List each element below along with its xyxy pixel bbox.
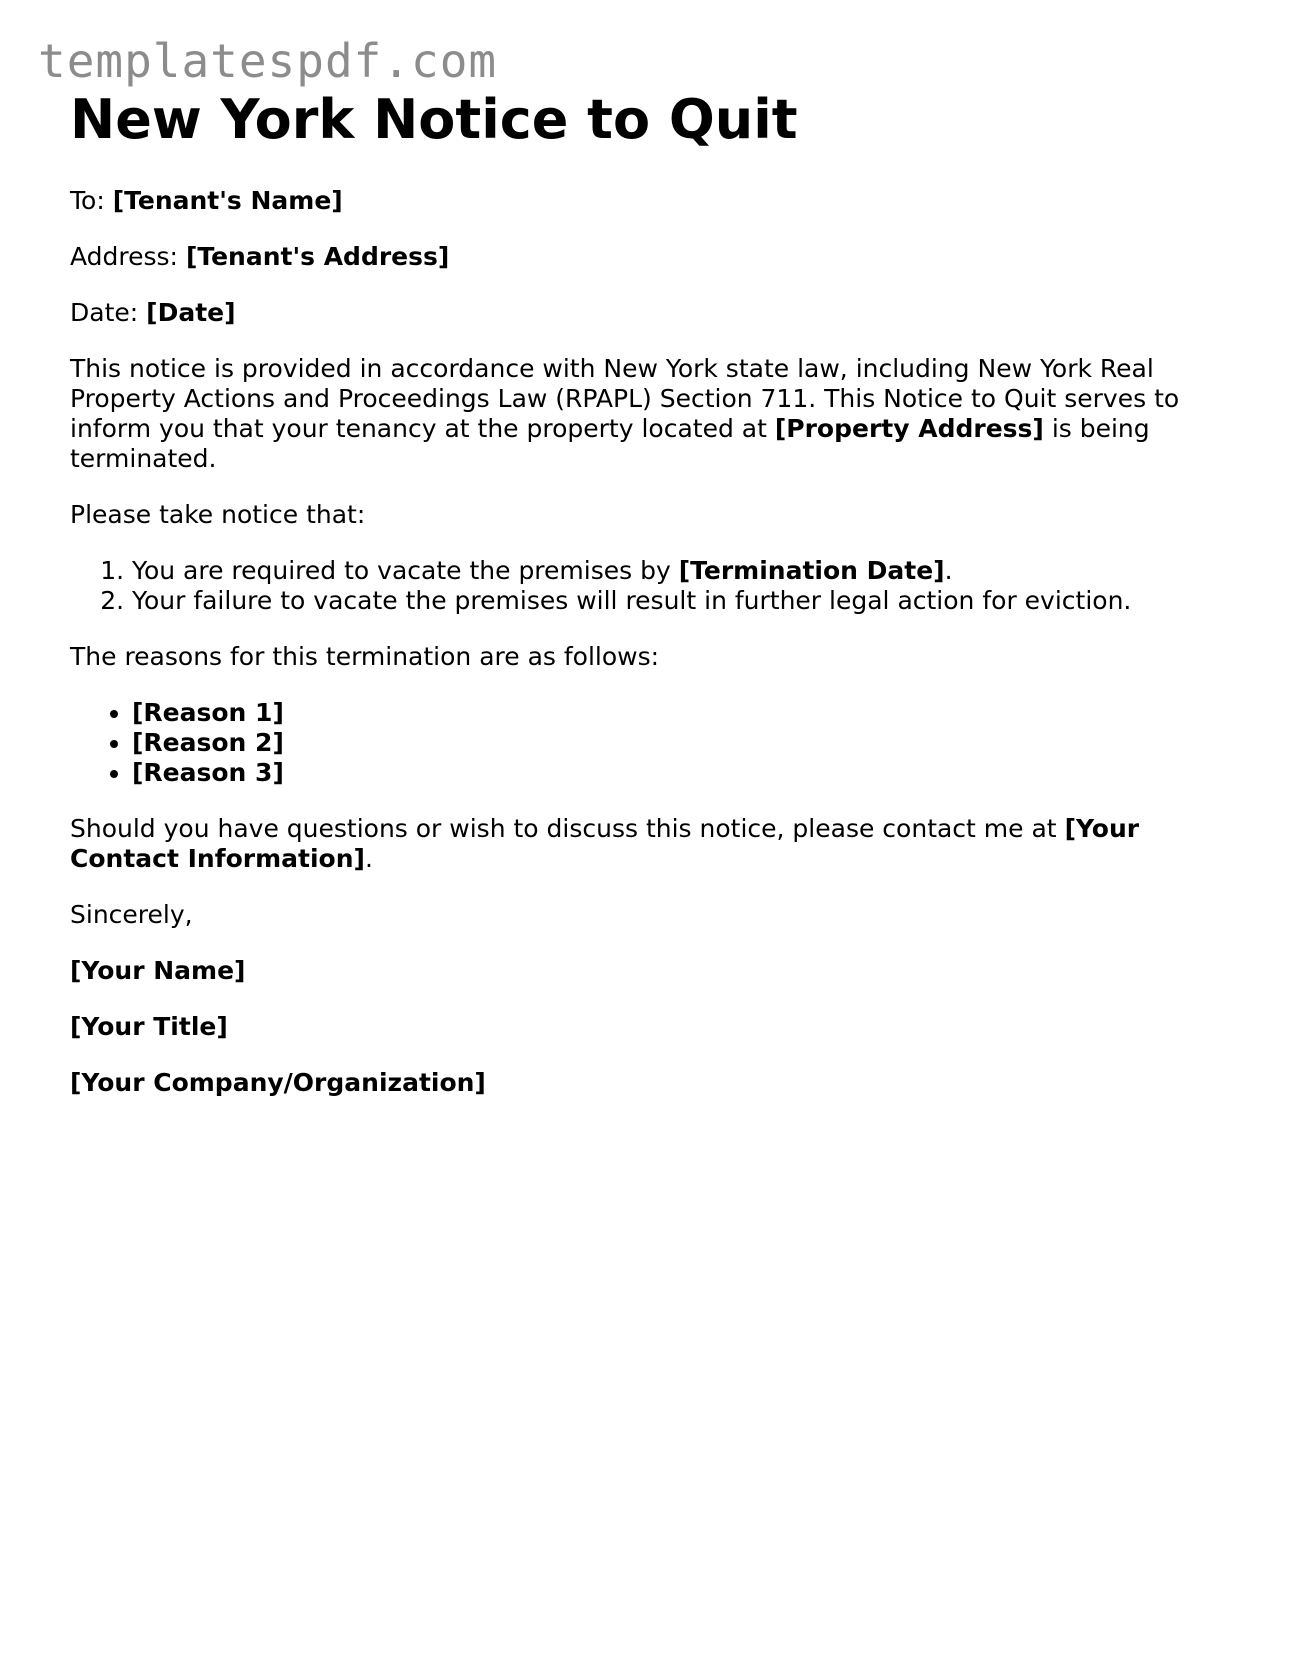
list-item <box>132 556 1220 586</box>
reason-item <box>132 758 1220 788</box>
your-name: [Your Name] <box>70 956 246 985</box>
notice-list <box>70 556 1220 616</box>
item1-text: You are required to vacate the premises by <box>132 556 671 585</box>
signature-name <box>70 956 1220 986</box>
notice-lead: Please take notice that: <box>70 500 366 529</box>
closing: Sincerely, <box>70 900 193 929</box>
contact-paragraph <box>70 814 1220 874</box>
address-label: Address: <box>70 242 178 271</box>
signature-company <box>70 1068 1220 1098</box>
tenant-address: [Tenant's Address] <box>185 242 450 271</box>
page-title: New York Notice to Quit <box>70 88 798 151</box>
date-value: [Date] <box>146 298 236 327</box>
property-address: [Property Address] <box>774 414 1044 443</box>
reason-item <box>132 698 1220 728</box>
watermark: templatespdf.com <box>38 34 498 88</box>
tenant-name: [Tenant's Name] <box>112 186 343 215</box>
date-label: Date: <box>70 298 139 327</box>
item1-period: . <box>944 556 953 585</box>
your-company: [Your Company/Organization] <box>70 1068 486 1097</box>
reason-2: [Reason 2] <box>132 728 284 757</box>
list-item: 2. Your failure to vacate the premises will result in further legal action for eviction. <box>132 586 1220 616</box>
reason-3: [Reason 3] <box>132 758 284 787</box>
to-line <box>70 186 1220 216</box>
termination-date: [Termination Date] <box>678 556 945 585</box>
reason-item <box>132 728 1220 758</box>
intro-paragraph <box>70 354 1220 474</box>
your-title: [Your Title] <box>70 1012 228 1041</box>
date-line <box>70 298 1220 328</box>
reasons-lead: The reasons for this termination are as follows: <box>70 642 660 671</box>
signature-title <box>70 1012 1220 1042</box>
reasons-list <box>70 698 1220 788</box>
address-line <box>70 242 1220 272</box>
intro-text-end: is being terminated. <box>70 414 1150 473</box>
document <box>70 88 1220 1098</box>
contact-text: Should you have questions or wish to discuss this notice, please contact me at <box>70 814 1057 843</box>
intro-text: This notice is provided in accordance with New York state law, including New York Real Property Actions and Proceedings Law (RPAPL) Section 711. This Notice to Quit serves to inform you that your tenancy at the property located at <box>70 354 1180 443</box>
to-label: To: <box>70 186 105 215</box>
contact-info: [Your Contact Information] <box>70 814 1140 873</box>
contact-period: . <box>364 844 373 873</box>
reason-1: [Reason 1] <box>132 698 284 727</box>
